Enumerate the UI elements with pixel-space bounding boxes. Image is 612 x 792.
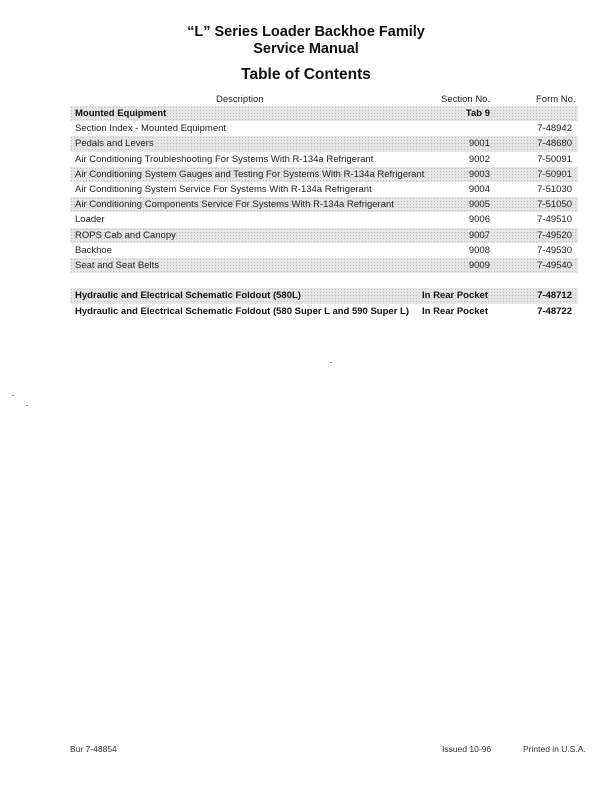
toc-row: [70, 182, 578, 197]
toc-row-mounted-equipment: [70, 106, 578, 121]
toc-row-description: ROPS Cab and Canopy: [75, 229, 176, 241]
toc-row-section: 9009: [468, 259, 490, 271]
scan-speck: [12, 395, 14, 396]
toc-row: [70, 197, 578, 212]
foldout-row: [70, 304, 578, 320]
foldout-row-form: 7-48712: [537, 290, 572, 301]
toc-row-form: 7-50091: [537, 153, 572, 165]
column-header-form: Form No.: [536, 94, 576, 105]
foldout-table: [70, 288, 578, 319]
foldout-row-section: In Rear Pocket: [422, 290, 488, 301]
toc-row-section: 9002: [468, 153, 490, 165]
toc-row-form: 7-51050: [537, 199, 572, 211]
toc-row-description: Air Conditioning System Service For Systems With R-134a Refrigerant: [75, 183, 372, 195]
document-title: “L” Series Loader Backhoe Family: [187, 24, 425, 40]
toc-row-section: Tab 9: [465, 108, 490, 119]
toc-row-description: Seat and Seat Belts: [75, 259, 159, 271]
toc-row-description: Section Index - Mounted Equipment: [75, 123, 227, 135]
toc-row: [70, 121, 578, 136]
toc-row-description: Backhoe: [75, 244, 112, 256]
toc-row-section: 9007: [468, 229, 490, 241]
foldout-row-description: Hydraulic and Electrical Schematic Foldout (580L): [75, 290, 301, 301]
toc-row-description: Loader: [75, 214, 105, 226]
foldout-row: [70, 288, 578, 304]
toc-row: [70, 243, 578, 258]
toc-row: [70, 258, 578, 273]
toc-row-description: Air Conditioning Components Service For Systems With R-134a Refrigerant: [75, 199, 394, 211]
footer-printed-in: Printed in U.S.A.: [523, 744, 586, 754]
toc-row-description: Mounted Equipment: [75, 108, 167, 119]
toc-row-form: 7-48942: [537, 123, 572, 135]
column-header-section: Section No.: [441, 94, 491, 105]
toc-heading: Table of Contents: [241, 66, 371, 83]
toc-row-form: 7-49520: [537, 229, 572, 241]
scan-speck: [26, 405, 28, 406]
toc-row: [70, 212, 578, 227]
toc-row-form: 7-50901: [537, 168, 572, 180]
toc-row-section: 9005: [468, 199, 490, 211]
toc-row-section: 9001: [468, 138, 490, 150]
footer-form-number: Bur 7-48854: [70, 744, 117, 754]
toc-row-section: 9008: [468, 244, 490, 256]
toc-row-description: Air Conditioning Troubleshooting For Systems With R-134a Refrigerant: [75, 153, 374, 165]
toc-row-description: Pedals and Levers: [75, 138, 154, 150]
toc-row-form: 7-51030: [537, 183, 572, 195]
foldout-row-description: Hydraulic and Electrical Schematic Foldout (580 Super L and 590 Super L): [75, 305, 410, 317]
toc-row-description: Air Conditioning System Gauges and Testing For Systems With R-134a Refrigerant: [75, 168, 425, 180]
toc-row-form: 7-49530: [537, 244, 572, 256]
toc-row: [70, 152, 578, 167]
toc-row-form: 7-49540: [537, 259, 572, 271]
footer-issued-date: Issued 10-96: [442, 744, 492, 754]
toc-row-form: 7-49510: [537, 214, 572, 226]
toc-row-form: 7-48680: [537, 138, 572, 150]
toc-row: [70, 228, 578, 243]
foldout-row-form: 7-48722: [537, 305, 572, 317]
toc-row-section: 9003: [468, 168, 490, 180]
toc-row-section: 9006: [468, 214, 490, 226]
foldout-row-section: In Rear Pocket: [422, 305, 488, 317]
column-header-description: Description: [216, 94, 264, 105]
scan-speck: [330, 362, 332, 363]
document-subtitle: Service Manual: [253, 41, 359, 57]
toc-row: [70, 136, 578, 151]
toc-table: [70, 106, 578, 273]
toc-row: [70, 167, 578, 182]
toc-row-section: 9004: [468, 183, 490, 195]
